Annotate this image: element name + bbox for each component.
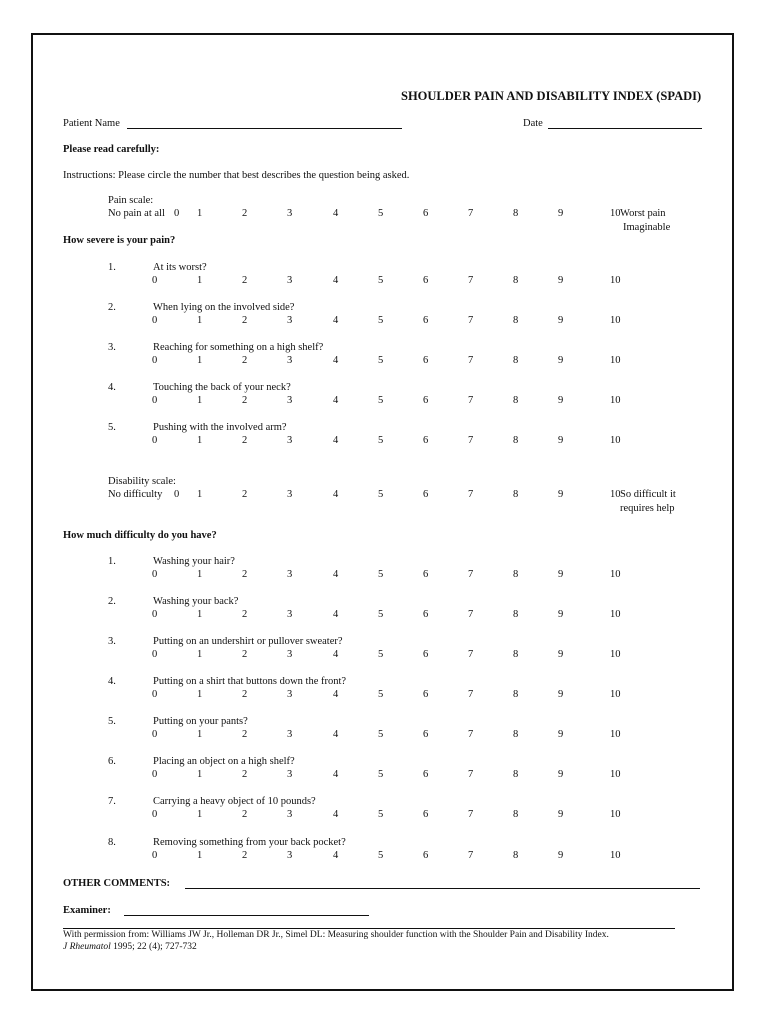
- disability-item-number: 6.: [108, 756, 116, 767]
- pain-item-1-value-4[interactable]: 4: [333, 275, 339, 286]
- pain-item-5-value-2[interactable]: 2: [242, 435, 248, 446]
- patient-name-field[interactable]: [127, 128, 402, 129]
- disability-item-8-value-9[interactable]: 9: [558, 850, 564, 861]
- pain-item-number: 1.: [108, 262, 116, 273]
- disability-item-1-value-1[interactable]: 1: [197, 569, 203, 580]
- pain-item-4-value-1[interactable]: 1: [197, 395, 203, 406]
- pain-item-3-value-9[interactable]: 9: [558, 355, 564, 366]
- disability-item-2-value-1[interactable]: 1: [197, 609, 203, 620]
- disability-item-number: 3.: [108, 636, 116, 647]
- disability-item-6-value-0[interactable]: 0: [152, 769, 158, 780]
- disability-item-3-value-9[interactable]: 9: [558, 649, 564, 660]
- disability-item-2-value-2[interactable]: 2: [242, 609, 248, 620]
- disability-scale-value-8[interactable]: 8: [513, 489, 519, 500]
- disability-item-2-value-5[interactable]: 5: [378, 609, 384, 620]
- disability-item-8-value-10[interactable]: 10: [610, 850, 621, 861]
- disability-item-6-value-1[interactable]: 1: [197, 769, 203, 780]
- disability-scale-value-7[interactable]: 7: [468, 489, 474, 500]
- disability-item-7-value-8[interactable]: 8: [513, 809, 519, 820]
- pain-item-1-value-2[interactable]: 2: [242, 275, 248, 286]
- pain-scale-value-8[interactable]: 8: [513, 208, 519, 219]
- disability-item-1-value-2[interactable]: 2: [242, 569, 248, 580]
- pain-item-2-value-6[interactable]: 6: [423, 315, 429, 326]
- pain-scale-value-1[interactable]: 1: [197, 208, 203, 219]
- pain-item-4-value-4[interactable]: 4: [333, 395, 339, 406]
- disability-scale-value-5[interactable]: 5: [378, 489, 384, 500]
- pain-scale-value-5[interactable]: 5: [378, 208, 384, 219]
- disability-item-4-value-3[interactable]: 3: [287, 689, 293, 700]
- disability-item-question: Removing something from your back pocket?: [153, 837, 346, 848]
- pain-scale-low-anchor: No pain at all: [108, 208, 165, 219]
- disability-item-6-value-9[interactable]: 9: [558, 769, 564, 780]
- disability-item-1-value-4[interactable]: 4: [333, 569, 339, 580]
- pain-item-3-value-5[interactable]: 5: [378, 355, 384, 366]
- pain-scale-high-anchor: Worst pain: [620, 208, 666, 219]
- disability-item-4-value-7[interactable]: 7: [468, 689, 474, 700]
- other-comments-label: OTHER COMMENTS:: [63, 878, 171, 889]
- pain-item-5-value-0[interactable]: 0: [152, 435, 158, 446]
- pain-scale-value-9[interactable]: 9: [558, 208, 564, 219]
- disability-item-3-value-0[interactable]: 0: [152, 649, 158, 660]
- citation-rest: 1995; 22 (4); 727-732: [110, 942, 197, 952]
- pain-item-3-value-7[interactable]: 7: [468, 355, 474, 366]
- disability-item-7-value-10[interactable]: 10: [610, 809, 621, 820]
- pain-item-3-value-3[interactable]: 3: [287, 355, 293, 366]
- pain-item-number: 3.: [108, 342, 116, 353]
- disability-item-2-value-7[interactable]: 7: [468, 609, 474, 620]
- disability-scale-value-4[interactable]: 4: [333, 489, 339, 500]
- pain-item-2-value-4[interactable]: 4: [333, 315, 339, 326]
- pain-scale-value-4[interactable]: 4: [333, 208, 339, 219]
- disability-item-3-value-5[interactable]: 5: [378, 649, 384, 660]
- pain-item-5-value-6[interactable]: 6: [423, 435, 429, 446]
- disability-item-8-value-6[interactable]: 6: [423, 850, 429, 861]
- disability-item-2-value-8[interactable]: 8: [513, 609, 519, 620]
- pain-item-question: When lying on the involved side?: [153, 302, 295, 313]
- disability-item-3-value-6[interactable]: 6: [423, 649, 429, 660]
- pain-item-5-value-9[interactable]: 9: [558, 435, 564, 446]
- disability-item-2-value-4[interactable]: 4: [333, 609, 339, 620]
- disability-item-6-value-3[interactable]: 3: [287, 769, 293, 780]
- disability-item-7-value-2[interactable]: 2: [242, 809, 248, 820]
- pain-item-number: 4.: [108, 382, 116, 393]
- disability-item-question: Putting on an undershirt or pullover sweater?: [153, 636, 343, 647]
- pain-item-4-value-8[interactable]: 8: [513, 395, 519, 406]
- disability-item-2-value-6[interactable]: 6: [423, 609, 429, 620]
- pain-item-2-value-8[interactable]: 8: [513, 315, 519, 326]
- disability-item-3-value-1[interactable]: 1: [197, 649, 203, 660]
- pain-item-2-value-0[interactable]: 0: [152, 315, 158, 326]
- disability-item-1-value-7[interactable]: 7: [468, 569, 474, 580]
- citation-divider: [63, 928, 675, 929]
- disability-scale-value-10[interactable]: 10: [610, 489, 621, 500]
- pain-item-4-value-9[interactable]: 9: [558, 395, 564, 406]
- pain-scale-label: Pain scale:: [108, 195, 154, 206]
- disability-item-number: 5.: [108, 716, 116, 727]
- pain-item-1-value-1[interactable]: 1: [197, 275, 203, 286]
- disability-item-6-value-10[interactable]: 10: [610, 769, 621, 780]
- citation-line-2: [63, 942, 197, 952]
- pain-scale-value-2[interactable]: 2: [242, 208, 248, 219]
- form-title: SHOULDER PAIN AND DISABILITY INDEX (SPADI): [401, 89, 702, 103]
- disability-scale-label: Disability scale:: [108, 476, 176, 487]
- disability-item-2-value-0[interactable]: 0: [152, 609, 158, 620]
- disability-item-6-value-6[interactable]: 6: [423, 769, 429, 780]
- pain-item-2-value-2[interactable]: 2: [242, 315, 248, 326]
- examiner-field[interactable]: [124, 915, 369, 916]
- disability-item-8-value-5[interactable]: 5: [378, 850, 384, 861]
- disability-item-3-value-3[interactable]: 3: [287, 649, 293, 660]
- disability-item-2-value-9[interactable]: 9: [558, 609, 564, 620]
- pain-item-3-value-1[interactable]: 1: [197, 355, 203, 366]
- pain-item-2-value-10[interactable]: 10: [610, 315, 621, 326]
- read-carefully: Please read carefully:: [63, 144, 160, 155]
- pain-item-3-value-10[interactable]: 10: [610, 355, 621, 366]
- disability-item-7-value-9[interactable]: 9: [558, 809, 564, 820]
- citation-line-1: With permission from: Williams JW Jr., Holleman DR Jr., Simel DL: Measuring shoulder function with the Shoulder Pain and Disability Index.: [63, 930, 609, 940]
- disability-item-4-value-8[interactable]: 8: [513, 689, 519, 700]
- disability-item-5-value-8[interactable]: 8: [513, 729, 519, 740]
- disability-item-4-value-9[interactable]: 9: [558, 689, 564, 700]
- patient-name-label: Patient Name: [63, 118, 120, 129]
- disability-item-7-value-4[interactable]: 4: [333, 809, 339, 820]
- disability-item-4-value-1[interactable]: 1: [197, 689, 203, 700]
- pain-item-question: At its worst?: [153, 262, 207, 273]
- pain-item-1-value-0[interactable]: 0: [152, 275, 158, 286]
- pain-scale-value-3[interactable]: 3: [287, 208, 293, 219]
- citation-journal: J Rheumatol: [63, 942, 111, 952]
- disability-scale-value-9[interactable]: 9: [558, 489, 564, 500]
- disability-heading: How much difficulty do you have?: [63, 530, 217, 541]
- pain-item-1-value-5[interactable]: 5: [378, 275, 384, 286]
- disability-item-question: Putting on your pants?: [153, 716, 248, 727]
- disability-item-1-value-6[interactable]: 6: [423, 569, 429, 580]
- disability-item-4-value-4[interactable]: 4: [333, 689, 339, 700]
- disability-item-8-value-2[interactable]: 2: [242, 850, 248, 861]
- pain-item-5-value-3[interactable]: 3: [287, 435, 293, 446]
- disability-item-7-value-3[interactable]: 3: [287, 809, 293, 820]
- disability-item-4-value-0[interactable]: 0: [152, 689, 158, 700]
- pain-scale-value-0[interactable]: 0: [174, 208, 180, 219]
- disability-item-8-value-8[interactable]: 8: [513, 850, 519, 861]
- pain-item-2-value-7[interactable]: 7: [468, 315, 474, 326]
- disability-item-number: 4.: [108, 676, 116, 687]
- disability-item-5-value-2[interactable]: 2: [242, 729, 248, 740]
- disability-item-3-value-2[interactable]: 2: [242, 649, 248, 660]
- disability-item-8-value-3[interactable]: 3: [287, 850, 293, 861]
- other-comments-field[interactable]: [185, 888, 700, 889]
- disability-item-question: Putting on a shirt that buttons down the front?: [153, 676, 347, 687]
- disability-item-8-value-7[interactable]: 7: [468, 850, 474, 861]
- disability-item-6-value-5[interactable]: 5: [378, 769, 384, 780]
- pain-item-2-value-1[interactable]: 1: [197, 315, 203, 326]
- disability-item-3-value-7[interactable]: 7: [468, 649, 474, 660]
- pain-item-5-value-10[interactable]: 10: [610, 435, 621, 446]
- disability-scale-high-anchor: So difficult it: [620, 489, 676, 500]
- pain-item-2-value-9[interactable]: 9: [558, 315, 564, 326]
- disability-item-5-value-3[interactable]: 3: [287, 729, 293, 740]
- pain-heading: How severe is your pain?: [63, 235, 176, 246]
- disability-item-question: Washing your hair?: [153, 556, 235, 567]
- pain-scale-high-anchor-2: Imaginable: [623, 222, 671, 233]
- pain-item-1-value-10[interactable]: 10: [610, 275, 621, 286]
- disability-item-7-value-5[interactable]: 5: [378, 809, 384, 820]
- disability-item-question: Placing an object on a high shelf?: [153, 756, 295, 767]
- date-field[interactable]: [548, 128, 702, 129]
- disability-scale-value-0[interactable]: 0: [174, 489, 180, 500]
- disability-item-7-value-6[interactable]: 6: [423, 809, 429, 820]
- disability-item-3-value-4[interactable]: 4: [333, 649, 339, 660]
- disability-item-4-value-5[interactable]: 5: [378, 689, 384, 700]
- pain-scale-value-10[interactable]: 10: [610, 208, 621, 219]
- pain-item-3-value-6[interactable]: 6: [423, 355, 429, 366]
- disability-item-5-value-7[interactable]: 7: [468, 729, 474, 740]
- disability-item-4-value-6[interactable]: 6: [423, 689, 429, 700]
- pain-item-3-value-2[interactable]: 2: [242, 355, 248, 366]
- disability-item-5-value-5[interactable]: 5: [378, 729, 384, 740]
- disability-item-2-value-3[interactable]: 3: [287, 609, 293, 620]
- disability-item-7-value-7[interactable]: 7: [468, 809, 474, 820]
- disability-item-1-value-0[interactable]: 0: [152, 569, 158, 580]
- pain-item-4-value-5[interactable]: 5: [378, 395, 384, 406]
- pain-item-4-value-3[interactable]: 3: [287, 395, 293, 406]
- instructions: Instructions: Please circle the number that best describes the question being asked.: [63, 170, 410, 181]
- disability-item-5-value-10[interactable]: 10: [610, 729, 621, 740]
- disability-item-5-value-4[interactable]: 4: [333, 729, 339, 740]
- pain-item-number: 2.: [108, 302, 116, 313]
- pain-item-question: Touching the back of your neck?: [153, 382, 291, 393]
- pain-item-3-value-4[interactable]: 4: [333, 355, 339, 366]
- examiner-label: Examiner:: [63, 905, 111, 916]
- disability-item-number: 8.: [108, 837, 116, 848]
- disability-item-7-value-0[interactable]: 0: [152, 809, 158, 820]
- pain-item-1-value-8[interactable]: 8: [513, 275, 519, 286]
- pain-item-5-value-1[interactable]: 1: [197, 435, 203, 446]
- disability-scale-value-1[interactable]: 1: [197, 489, 203, 500]
- disability-item-question: Washing your back?: [153, 596, 239, 607]
- disability-item-6-value-4[interactable]: 4: [333, 769, 339, 780]
- pain-item-1-value-9[interactable]: 9: [558, 275, 564, 286]
- pain-item-1-value-3[interactable]: 3: [287, 275, 293, 286]
- disability-scale-value-3[interactable]: 3: [287, 489, 293, 500]
- pain-item-5-value-8[interactable]: 8: [513, 435, 519, 446]
- disability-item-1-value-9[interactable]: 9: [558, 569, 564, 580]
- pain-item-4-value-10[interactable]: 10: [610, 395, 621, 406]
- disability-item-1-value-10[interactable]: 10: [610, 569, 621, 580]
- disability-item-question: Carrying a heavy object of 10 pounds?: [153, 796, 316, 807]
- disability-scale-high-anchor-2: requires help: [620, 503, 675, 514]
- pain-item-question: Reaching for something on a high shelf?: [153, 342, 324, 353]
- disability-item-1-value-8[interactable]: 8: [513, 569, 519, 580]
- disability-item-8-value-4[interactable]: 4: [333, 850, 339, 861]
- disability-scale-value-2[interactable]: 2: [242, 489, 248, 500]
- pain-scale-value-6[interactable]: 6: [423, 208, 429, 219]
- pain-item-question: Pushing with the involved arm?: [153, 422, 287, 433]
- pain-item-3-value-8[interactable]: 8: [513, 355, 519, 366]
- pain-item-1-value-6[interactable]: 6: [423, 275, 429, 286]
- pain-item-1-value-7[interactable]: 7: [468, 275, 474, 286]
- disability-scale-low-anchor: No difficulty: [108, 489, 163, 500]
- pain-item-5-value-5[interactable]: 5: [378, 435, 384, 446]
- disability-item-2-value-10[interactable]: 10: [610, 609, 621, 620]
- date-label: Date: [523, 118, 543, 129]
- disability-item-5-value-6[interactable]: 6: [423, 729, 429, 740]
- disability-item-5-value-9[interactable]: 9: [558, 729, 564, 740]
- disability-item-5-value-0[interactable]: 0: [152, 729, 158, 740]
- disability-item-6-value-7[interactable]: 7: [468, 769, 474, 780]
- pain-item-number: 5.: [108, 422, 116, 433]
- disability-item-3-value-8[interactable]: 8: [513, 649, 519, 660]
- pain-item-3-value-0[interactable]: 0: [152, 355, 158, 366]
- pain-item-2-value-3[interactable]: 3: [287, 315, 293, 326]
- pain-item-4-value-2[interactable]: 2: [242, 395, 248, 406]
- disability-item-3-value-10[interactable]: 10: [610, 649, 621, 660]
- disability-item-4-value-2[interactable]: 2: [242, 689, 248, 700]
- pain-item-4-value-0[interactable]: 0: [152, 395, 158, 406]
- pain-item-4-value-6[interactable]: 6: [423, 395, 429, 406]
- pain-item-5-value-4[interactable]: 4: [333, 435, 339, 446]
- pain-scale-value-7[interactable]: 7: [468, 208, 474, 219]
- disability-item-number: 7.: [108, 796, 116, 807]
- pain-item-2-value-5[interactable]: 5: [378, 315, 384, 326]
- disability-item-1-value-5[interactable]: 5: [378, 569, 384, 580]
- disability-item-4-value-10[interactable]: 10: [610, 689, 621, 700]
- disability-item-number: 1.: [108, 556, 116, 567]
- disability-item-6-value-8[interactable]: 8: [513, 769, 519, 780]
- disability-item-number: 2.: [108, 596, 116, 607]
- disability-item-6-value-2[interactable]: 2: [242, 769, 248, 780]
- disability-item-8-value-1[interactable]: 1: [197, 850, 203, 861]
- pain-item-5-value-7[interactable]: 7: [468, 435, 474, 446]
- disability-scale-value-6[interactable]: 6: [423, 489, 429, 500]
- disability-item-5-value-1[interactable]: 1: [197, 729, 203, 740]
- pain-item-4-value-7[interactable]: 7: [468, 395, 474, 406]
- disability-item-8-value-0[interactable]: 0: [152, 850, 158, 861]
- disability-item-7-value-1[interactable]: 1: [197, 809, 203, 820]
- disability-item-1-value-3[interactable]: 3: [287, 569, 293, 580]
